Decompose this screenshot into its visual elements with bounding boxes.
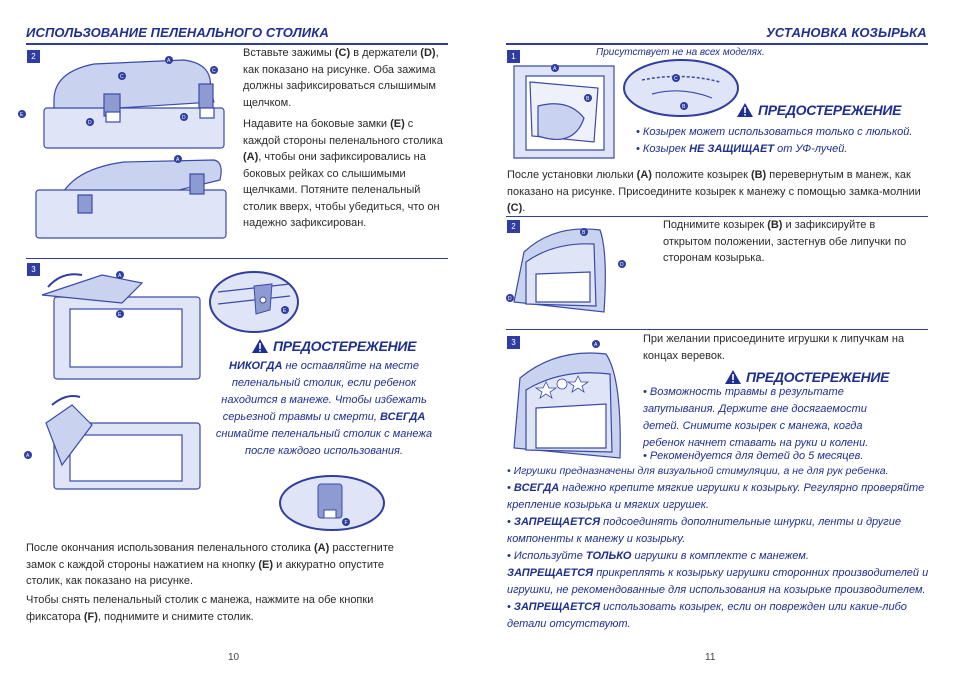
warning-icon (724, 369, 742, 385)
step-3-warning-text: • Возможность травмы в результате запутывания. Держите вне досягаемости детей. Снимите козырек с манежа, когда ребенок начнет ставать на руки и колени. (643, 386, 869, 449)
left-page-header: ИСПОЛЬЗОВАНИЕ ПЕЛЕНАЛЬНОГО СТОЛИКА (26, 25, 329, 40)
warning-bullet-2: • Козырек НЕ ЗАЩИЩАЕТ от УФ-лучей. (636, 143, 848, 155)
canopy-toys-illustration (506, 338, 636, 464)
callout-b: B (682, 104, 686, 110)
callout-f: F (344, 520, 348, 526)
right-step-2-badge: 2 (507, 220, 520, 233)
bullet-item: ЗАПРЕЩАЕТСЯ прикреплять к козырьку игрушки сторонних производителей и игрушки, не рекомендованные для использования на козырьке производителем. (507, 567, 929, 596)
callout-b: B (582, 230, 586, 236)
canopy-placement-illustration (508, 58, 620, 162)
left-step-2-badge: 2 (27, 50, 40, 63)
callout-e: E (283, 308, 287, 314)
bottom-paragraph-1: После окончания использования пеленального столика (A) расстегните замок с каждой стороны нажатием на кнопку (E) и аккуратно опустите столик, как показано на рисунке. (26, 542, 394, 587)
lock-button-detail-illustration (208, 270, 300, 334)
callout-d: D (88, 120, 92, 126)
bullet-item: • ЗАПРЕЩАЕТСЯ подсоединять дополнительные шнурки, ленты и другие компоненты к манежу и козырьку. (507, 516, 901, 545)
right-warning-title-1: ПРЕДОСТЕРЕЖЕНИЕ (736, 102, 901, 118)
canopy-safety-bullets (507, 463, 933, 633)
callout-d: D (620, 262, 624, 268)
callout-c: C (674, 76, 678, 82)
right-warning-title-2: ПРЕДОСТЕРЕЖЕНИЕ (724, 369, 889, 385)
callout-a: A (594, 342, 598, 348)
bullet-item: • ВСЕГДА надежно крепите мягкие игрушки к козырьку. Регулярно проверяйте крепление козырька и мягких игрушек. (507, 482, 925, 511)
bullet-item: • Используйте ТОЛЬКО игрушки в комплекте с манежем. (507, 550, 809, 562)
step-1-text: После установки люльки (A) положите козырек (B) перевернутым в манеж, как показано на рисунке. Присоедините козырек к манежу с помощью замка-молнии (C). (507, 169, 921, 214)
page-number-right: 11 (705, 652, 716, 663)
changing-table-removal-illustration (22, 265, 222, 505)
callout-c: C (212, 68, 216, 74)
step-2-paragraph-1: Вставьте зажимы (C) в держатели (D), как показано на рисунке. Оба зажима должны зафиксироваться слышимым щелчком. (243, 47, 439, 109)
models-note: Присутствует не на всех моделях. (596, 47, 765, 58)
section-divider (506, 329, 928, 330)
warning-icon (736, 102, 754, 118)
release-button-detail-illustration (278, 474, 386, 532)
left-step-3-badge: 3 (27, 263, 40, 276)
zipper-detail-illustration (622, 58, 740, 118)
section-divider (26, 258, 448, 259)
left-warning-title: ПРЕДОСТЕРЕЖЕНИЕ (251, 338, 416, 354)
step-3-warning-text-2: • Рекомендуется для детей до 5 месяцев. (643, 450, 864, 462)
warning-bullet-1: • Козырек может использоваться только с люлькой. (636, 126, 913, 138)
step-3-text: При желании присоедините игрушки к липучкам на концах веревок. (643, 333, 905, 362)
step-2-text: Поднимите козырек (B) и зафиксируйте в открытом положении, застегнув обе липучки по сторонам козырька. (663, 219, 907, 264)
callout-b: B (586, 96, 590, 102)
changing-table-attach-illustration (14, 50, 234, 244)
right-page-header: УСТАНОВКА КОЗЫРЬКА (766, 25, 927, 40)
canopy-raised-illustration (504, 222, 634, 320)
callout-a: A (553, 66, 557, 72)
bottom-paragraph-2: Чтобы снять пеленальный столик с манежа, нажмите на обе кнопки фиксатора (F), поднимите и снимите столик. (26, 594, 374, 623)
bullet-item: • Игрушки предназначены для визуальной стимуляции, а не для рук ребенка. (507, 465, 889, 477)
bullet-item: • ЗАПРЕЩАЕТСЯ использовать козырек, если он поврежден или какие-либо детали отсутствуют. (507, 601, 907, 630)
callout-a: A (176, 157, 180, 163)
callout-d: D (182, 115, 186, 121)
right-step-3-badge: 3 (507, 336, 520, 349)
callout-d: D (508, 296, 512, 302)
callout-a: A (167, 58, 171, 64)
right-step-1-badge: 1 (507, 50, 520, 63)
left-warning-text: НИКОГДА не оставляйте на месте пеленальный столик, если ребенок находится в манеже. Чтобы избежать серьезной травмы и смерти, ВСЕГДА снимайте пеленальный столик с манежа после каждого использования. (215, 360, 433, 457)
callout-a: A (118, 273, 122, 279)
page-number-left: 10 (228, 652, 240, 663)
callout-e: E (20, 112, 24, 118)
callout-a: A (26, 453, 30, 459)
step-2-paragraph-2: Надавите на боковые замки (E) с каждой стороны пеленального столика (A), чтобы они зафиксировались на боковых рейках со слышимыми щелчками. Потяните пеленальный столик вверх, чтобы убедиться, что он надежно зафиксирован. (243, 118, 443, 229)
warning-icon (251, 338, 269, 354)
callout-c: C (120, 74, 124, 80)
callout-e: E (118, 312, 122, 318)
